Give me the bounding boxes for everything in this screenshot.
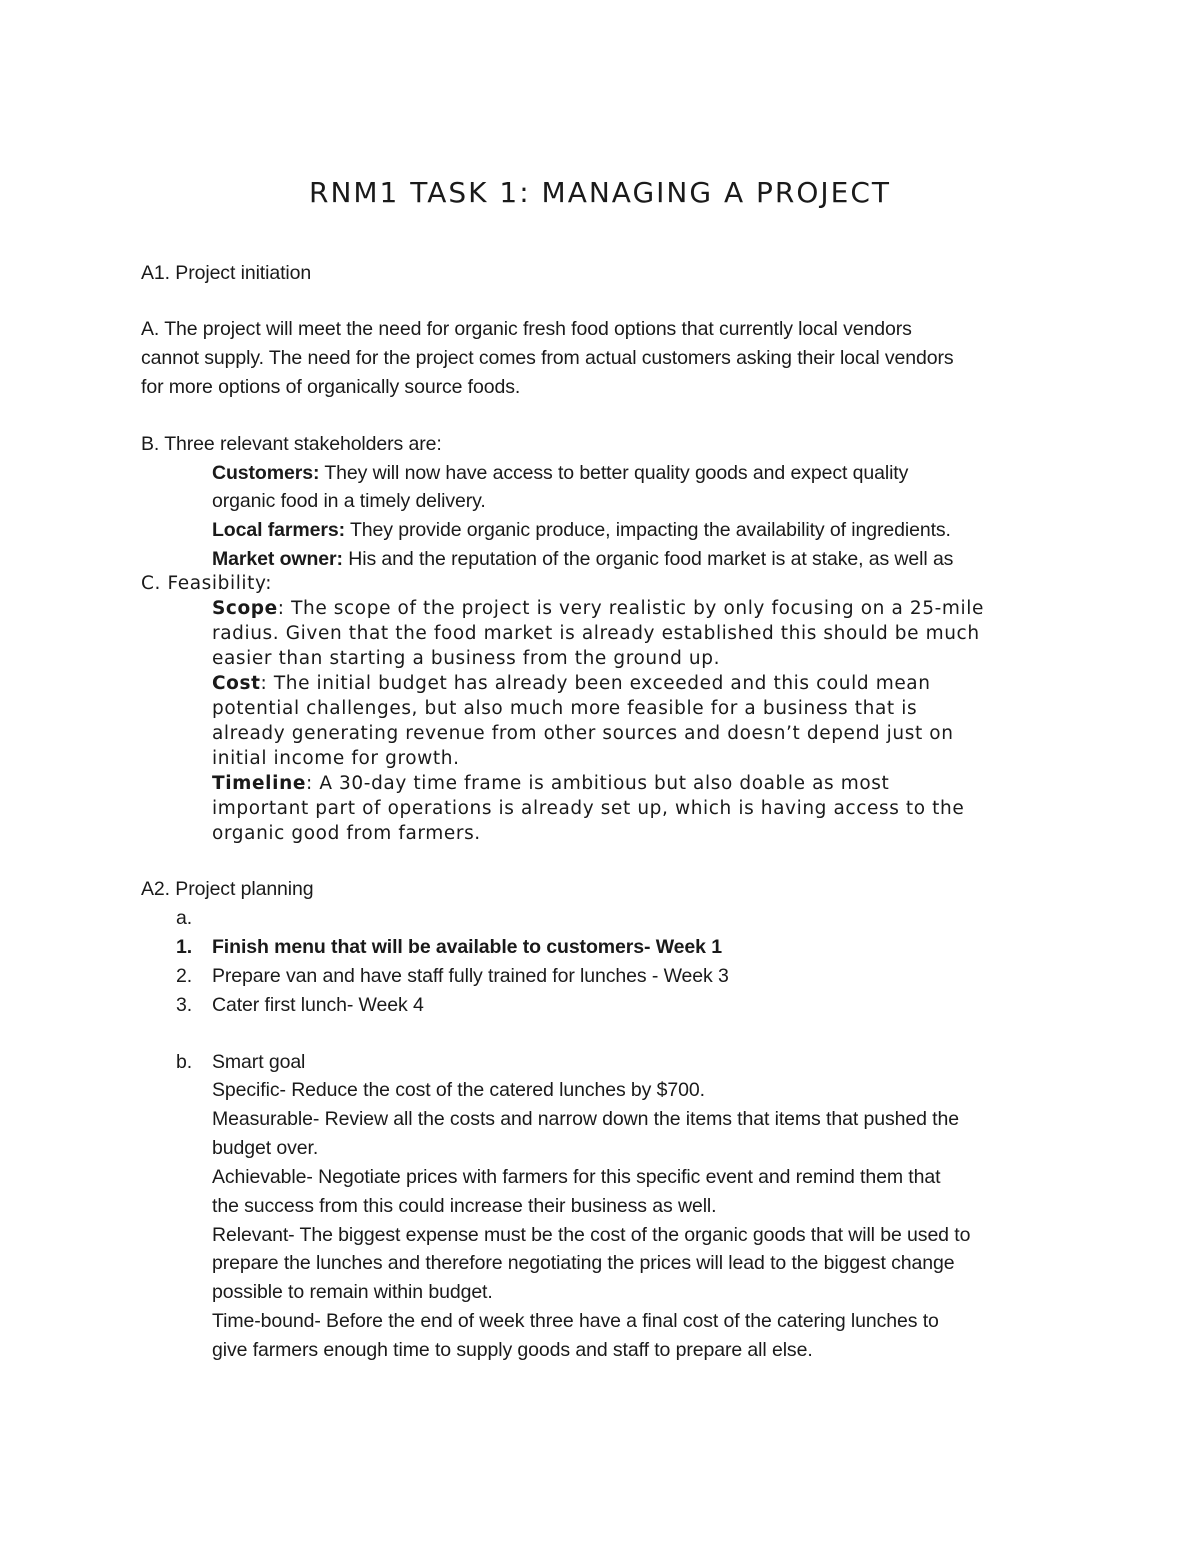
timeline-text: : A 30-day time frame is ambitious but also doable as most bbox=[306, 773, 890, 794]
scope-text: : The scope of the project is very realistic by only focusing on a 25-mile bbox=[277, 598, 984, 619]
feasibility-timeline bbox=[212, 773, 889, 794]
smart-goal-line: give farmers enough time to supply goods and staff to prepare all else. bbox=[212, 1339, 813, 1361]
a2-heading: A2. Project planning bbox=[141, 878, 314, 900]
list-marker-b: b. bbox=[176, 1051, 193, 1073]
a-paragraph-line: for more options of organically source foods. bbox=[141, 376, 521, 398]
smart-goal-line: Relevant- The biggest expense must be the cost of the organic goods that will be used to bbox=[212, 1224, 971, 1246]
feasibility-cost bbox=[212, 673, 931, 694]
scope-line: easier than starting a business from the ground up. bbox=[212, 648, 721, 669]
milestone-item bbox=[176, 965, 729, 988]
milestone-item bbox=[176, 936, 722, 959]
timeline-label: Timeline bbox=[212, 773, 306, 794]
stakeholder-local-farmers bbox=[212, 519, 951, 542]
smart-goal-line: Measurable- Review all the costs and narrow down the items that items that pushed the bbox=[212, 1108, 959, 1130]
smart-goal-heading: Smart goal bbox=[212, 1051, 306, 1073]
stakeholder-label: Local farmers: bbox=[212, 519, 345, 541]
cost-line: already generating revenue from other sources and doesn’t depend just on bbox=[212, 723, 954, 744]
cost-line: initial income for growth. bbox=[212, 748, 460, 769]
stakeholder-customers bbox=[212, 462, 908, 485]
milestone-number: 1. bbox=[176, 936, 193, 958]
milestone-number: 3. bbox=[176, 994, 193, 1016]
smart-goal-line: budget over. bbox=[212, 1137, 319, 1159]
stakeholder-text: They provide organic produce, impacting the availability of ingredients. bbox=[345, 519, 951, 541]
scope-line: radius. Given that the food market is already established this should be much bbox=[212, 623, 980, 644]
milestone-item bbox=[176, 994, 424, 1017]
a-paragraph-line: cannot supply. The need for the project comes from actual customers asking their local vendors bbox=[141, 347, 954, 369]
scope-label: Scope bbox=[212, 598, 278, 619]
stakeholder-market-owner bbox=[212, 548, 953, 571]
stakeholder-customers-cont: organic food in a timely delivery. bbox=[212, 490, 486, 512]
smart-goal-line: Achievable- Negotiate prices with farmers for this specific event and remind them that bbox=[212, 1166, 941, 1188]
c-heading: C. Feasibility: bbox=[141, 573, 273, 594]
timeline-line: organic good from farmers. bbox=[212, 823, 481, 844]
document-title: RNM1 TASK 1: MANAGING A PROJECT bbox=[309, 176, 891, 209]
smart-goal-line: prepare the lunches and therefore negotiating the prices will lead to the biggest change bbox=[212, 1252, 955, 1274]
list-marker-a: a. bbox=[176, 907, 193, 929]
b-heading: B. Three relevant stakeholders are: bbox=[141, 433, 442, 455]
cost-line: potential challenges, but also much more feasible for a business that is bbox=[212, 698, 918, 719]
cost-label: Cost bbox=[212, 673, 261, 694]
smart-goal-line: the success from this could increase their business as well. bbox=[212, 1195, 717, 1217]
a-paragraph-line: A. The project will meet the need for organic fresh food options that currently local vendors bbox=[141, 318, 912, 340]
a1-heading: A1. Project initiation bbox=[141, 262, 312, 284]
smart-goal-line: Specific- Reduce the cost of the catered lunches by $700. bbox=[212, 1079, 705, 1101]
milestone-number: 2. bbox=[176, 965, 193, 987]
smart-goal-line: Time-bound- Before the end of week three have a final cost of the catering lunches to bbox=[212, 1310, 939, 1332]
milestone-text: Finish menu that will be available to customers- Week 1 bbox=[212, 936, 722, 958]
cost-text: : The initial budget has already been exceeded and this could mean bbox=[260, 673, 931, 694]
milestone-text: Prepare van and have staff fully trained for lunches - Week 3 bbox=[212, 965, 729, 987]
stakeholder-text: His and the reputation of the organic food market is at stake, as well as bbox=[342, 548, 954, 570]
stakeholder-label: Market owner: bbox=[212, 548, 343, 570]
stakeholder-text: They will now have access to better quality goods and expect quality bbox=[319, 462, 909, 484]
smart-goal-line: possible to remain within budget. bbox=[212, 1281, 493, 1303]
feasibility-scope bbox=[212, 598, 984, 619]
timeline-line: important part of operations is already set up, which is having access to the bbox=[212, 798, 965, 819]
milestone-text: Cater first lunch- Week 4 bbox=[212, 994, 424, 1016]
stakeholder-label: Customers: bbox=[212, 462, 320, 484]
